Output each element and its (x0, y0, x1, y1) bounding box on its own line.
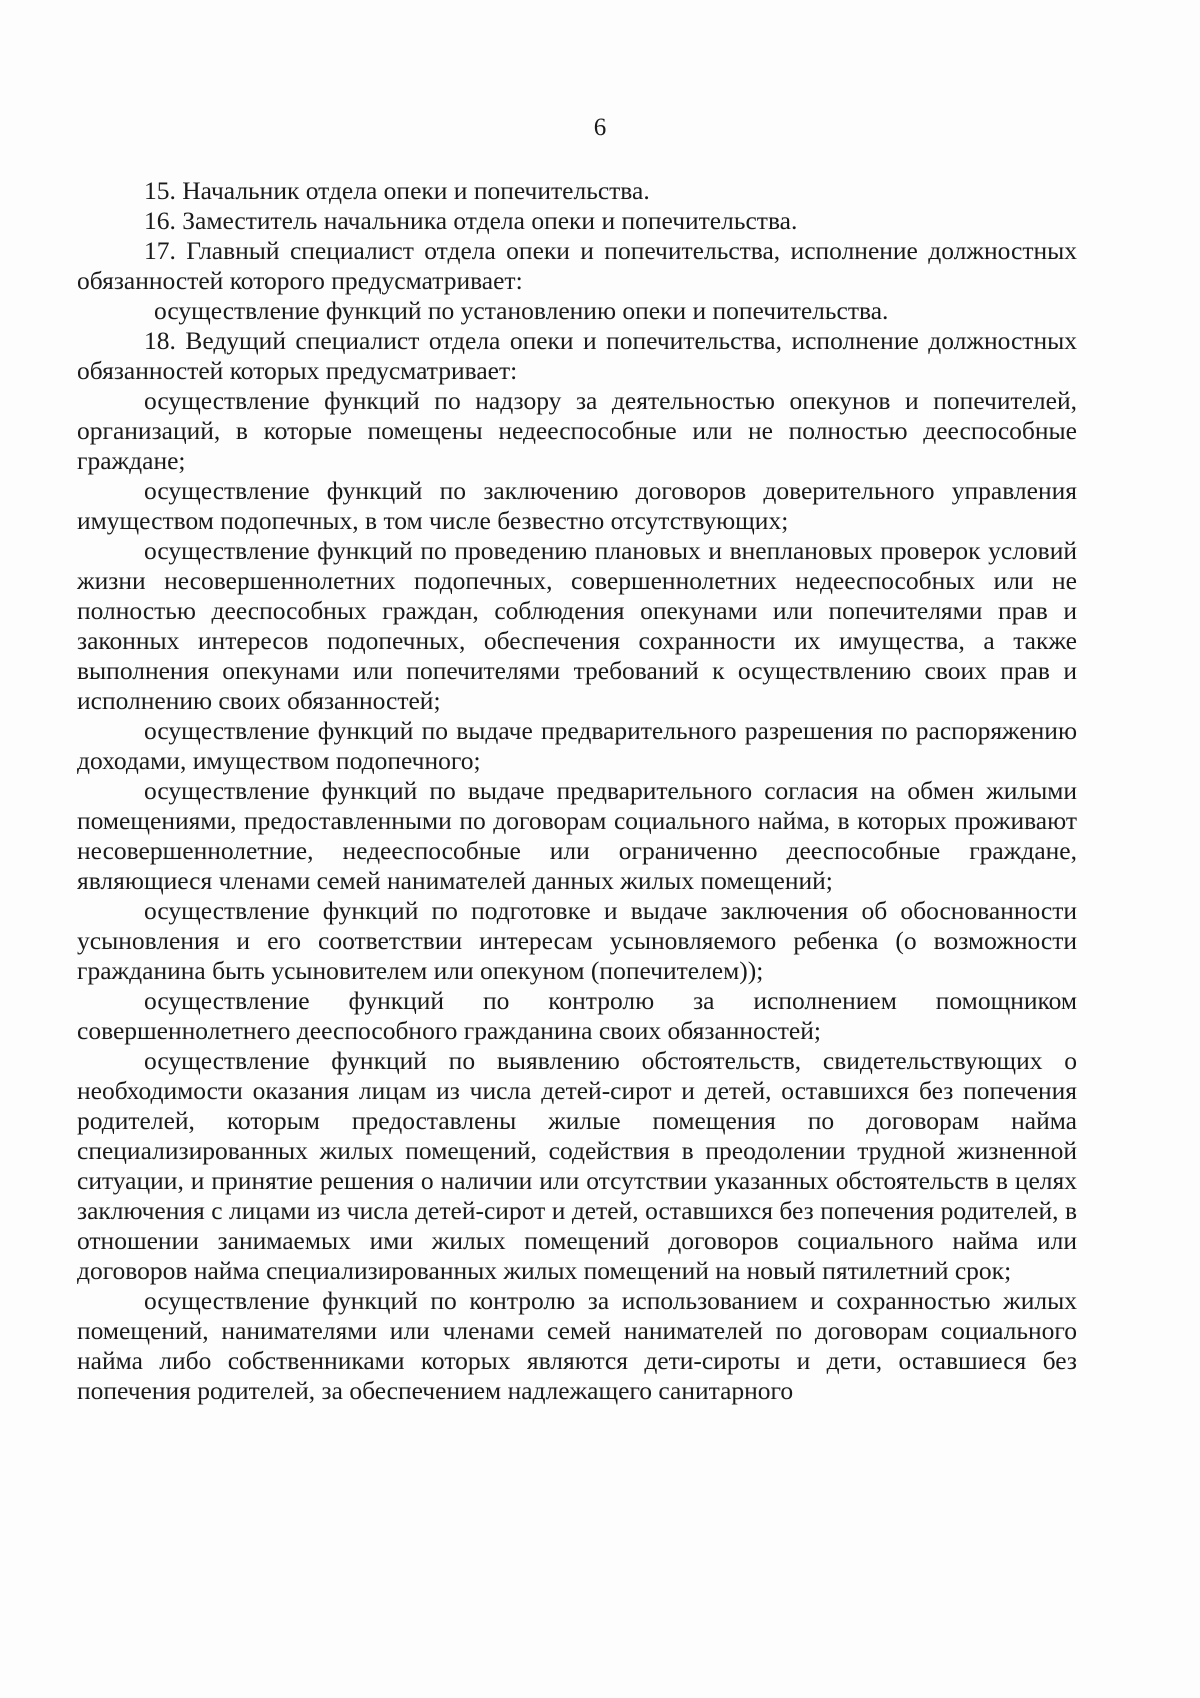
paragraph-duty: осуществление функций по надзору за деятельностью опекунов и попечителей, организаций, в которые помещены недееспособные или не полностью дееспособные граждане; (77, 386, 1077, 475)
paragraph-duty: осуществление функций по проведению плановых и внеплановых проверок условий жизни несовершеннолетних подопечных, совершеннолетних недееспособных или не полностью дееспособных граждан, соблюдения опекунами или попечителями прав и законных интересов подопечных, обеспечения сохранности их имущества, а также выполнения опекунами или попечителями требований к осуществлению своих прав и исполнению своих обязанностей; (77, 536, 1077, 715)
paragraph-duty: осуществление функций по контролю за исполнением помощником совершеннолетнего дееспособного гражданина своих обязанностей; (77, 986, 1077, 1045)
paragraph-duty: осуществление функций по заключению договоров доверительного управления имуществом подопечных, в том числе безвестно отсутствующих; (77, 476, 1077, 535)
page-number: 6 (593, 114, 607, 141)
document-body (77, 176, 1077, 1406)
paragraph-item-16: 16. Заместитель начальника отдела опеки и попечительства. (144, 206, 798, 235)
paragraph-duty: осуществление функций по выдаче предварительного согласия на обмен жилыми помещениями, предоставленными по договорам социального найма, в которых проживают несовершеннолетние, недееспособные или ограниченно дееспособные граждане, являющиеся членами семей нанимателей данных жилых помещений; (77, 776, 1077, 895)
paragraph-duty: осуществление функций по выявлению обстоятельств, свидетельствующих о необходимости оказания лицам из числа детей-сирот и детей, оставшихся без попечения родителей, которым предоставлены жилые помещения по договорам найма специализированных жилых помещений, содействия в преодолении трудной жизненной ситуации, и принятие решения о наличии или отсутствии указанных обстоятельств в целях заключения с лицами из числа детей-сирот и детей, оставшихся без попечения родителей, в отношении занимаемых ими жилых помещений договоров социального найма или договоров найма специализированных жилых помещений на новый пятилетний срок; (77, 1046, 1077, 1285)
paragraph-duty: осуществление функций по контролю за использованием и сохранностью жилых помещений, нанимателями или членами семей нанимателей по договорам социального найма либо собственниками которых являются дети-сироты и дети, оставшиеся без попечения родителей, за обеспечением надлежащего санитарного (77, 1286, 1077, 1405)
paragraph-item-17: 17. Главный специалист отдела опеки и попечительства, исполнение должностных обязанностей которого предусматривает: (77, 236, 1077, 295)
paragraph-item-15: 15. Начальник отдела опеки и попечительства. (144, 176, 650, 205)
paragraph-duty: осуществление функций по выдаче предварительного разрешения по распоряжению доходами, имуществом подопечного; (77, 716, 1077, 775)
paragraph-item-18: 18. Ведущий специалист отдела опеки и попечительства, исполнение должностных обязанностей которых предусматривает: (77, 326, 1077, 385)
paragraph-duty: осуществление функций по установлению опеки и попечительства. (154, 296, 889, 325)
paragraph-duty: осуществление функций по подготовке и выдаче заключения об обоснованности усыновления и его соответствии интересам усыновляемого ребенка (о возможности гражданина быть усыновителем или опекуном (попечителем)); (77, 896, 1077, 985)
